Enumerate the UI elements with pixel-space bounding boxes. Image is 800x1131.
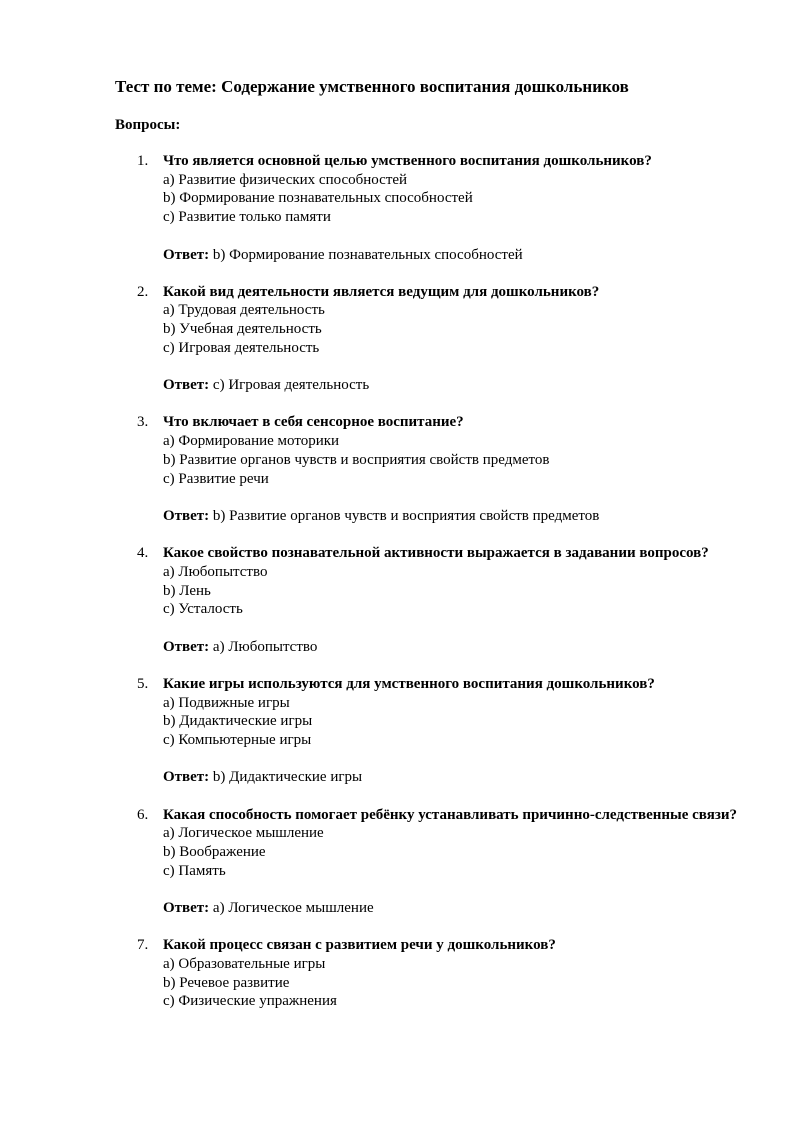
question-number: 7. (137, 937, 149, 954)
correct-answer (163, 768, 743, 787)
question-number: 4. (137, 545, 149, 562)
correct-answer (163, 899, 743, 918)
answer-value: b) Дидактические игры (212, 769, 363, 786)
question-text: Какие игры используются для умственного воспитания дошкольников? (163, 675, 655, 692)
question-item (0, 283, 800, 395)
document-title: Тест по теме: Содержание умственного воспитания дошкольников (115, 77, 629, 96)
answer-option: b) Лень (163, 582, 211, 599)
correct-answer (163, 638, 743, 657)
answer-label: Ответ: (163, 769, 210, 786)
correct-answer (163, 507, 743, 526)
answer-option: a) Подвижные игры (163, 694, 290, 711)
answer-option: a) Логическое мышление (163, 825, 324, 842)
answer-option: c) Развитие только памяти (163, 209, 331, 226)
answer-option: b) Воображение (163, 843, 266, 860)
answer-option: c) Компьютерные игры (163, 731, 312, 748)
question-number: 5. (137, 675, 149, 692)
answer-value: b) Формирование познавательных способностей (212, 246, 523, 263)
question-number: 3. (137, 414, 149, 431)
question-text: Что включает в себя сенсорное воспитание? (163, 414, 464, 431)
answer-label: Ответ: (163, 638, 210, 655)
answer-value: c) Игровая деятельность (212, 377, 370, 394)
answer-label: Ответ: (163, 900, 210, 917)
question-item (0, 675, 800, 787)
answer-option: b) Формирование познавательных способностей (163, 190, 473, 207)
answer-option: a) Развитие физических способностей (163, 171, 408, 188)
question-body (163, 806, 743, 918)
question-body (163, 152, 743, 264)
answer-option: b) Учебная деятельность (163, 321, 322, 338)
answer-option: c) Память (163, 862, 226, 879)
question-number: 6. (137, 806, 149, 823)
question-body (163, 413, 743, 525)
answer-option: c) Физические упражнения (163, 993, 337, 1010)
answer-label: Ответ: (163, 507, 210, 524)
question-item (0, 152, 800, 264)
question-item (0, 806, 800, 918)
answer-label: Ответ: (163, 246, 210, 263)
section-label: Вопросы: (115, 117, 181, 133)
answer-option: a) Формирование моторики (163, 433, 340, 450)
correct-answer (163, 246, 743, 265)
question-text: Какой процесс связан с развитием речи у дошкольников? (163, 937, 556, 954)
answer-option: c) Игровая деятельность (163, 339, 320, 356)
question-body (163, 283, 743, 395)
answer-option: c) Усталость (163, 601, 243, 618)
answer-value: a) Любопытство (212, 638, 318, 655)
question-number: 1. (137, 153, 149, 169)
question-item (0, 413, 800, 525)
answer-option: b) Речевое развитие (163, 974, 290, 991)
correct-answer (163, 376, 743, 395)
answer-value: a) Логическое мышление (212, 900, 374, 917)
question-body (163, 544, 743, 656)
question-text: Какой вид деятельности является ведущим для дошкольников? (163, 283, 600, 300)
answer-value: b) Развитие органов чувств и восприятия свойств предметов (212, 507, 600, 524)
question-number: 2. (137, 283, 149, 300)
question-text: Какое свойство познавательной активности выражается в задавании вопросов? (163, 545, 709, 562)
question-list (0, 152, 800, 1030)
question-item (0, 936, 800, 1011)
answer-option: b) Развитие органов чувств и восприятия свойств предметов (163, 451, 550, 468)
answer-option: a) Трудовая деятельность (163, 302, 325, 319)
question-text: Что является основной целью умственного воспитания дошкольников? (163, 153, 652, 169)
answer-option: c) Развитие речи (163, 470, 269, 487)
question-item (0, 544, 800, 656)
question-body (163, 675, 743, 787)
answer-option: a) Любопытство (163, 563, 268, 580)
answer-option: a) Образовательные игры (163, 955, 326, 972)
answer-label: Ответ: (163, 377, 210, 394)
question-text: Какая способность помогает ребёнку устанавливать причинно-следственные связи? (163, 806, 737, 823)
question-body (163, 936, 743, 1011)
answer-option: b) Дидактические игры (163, 713, 313, 730)
